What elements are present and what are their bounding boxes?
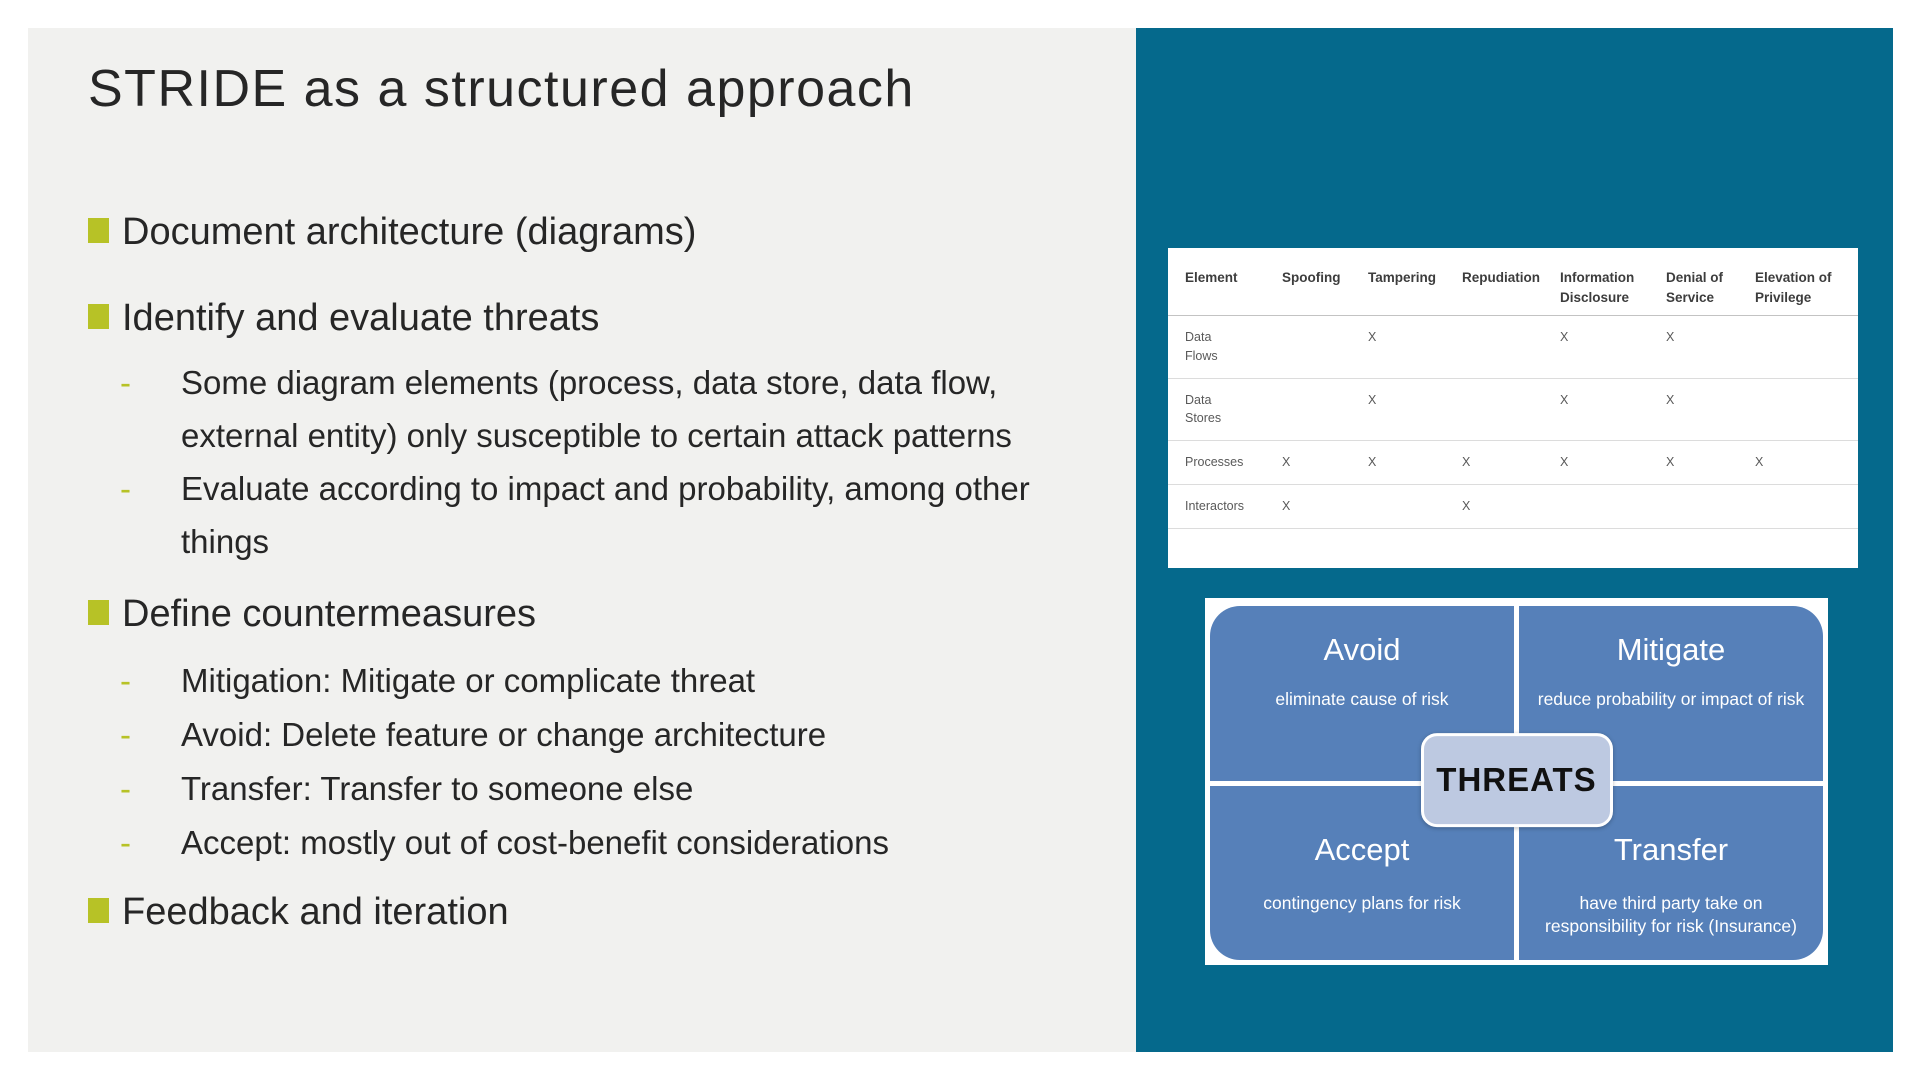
table-mark-cell: X xyxy=(1666,455,1675,470)
slide-title: STRIDE as a structured approach xyxy=(88,60,915,118)
bullet-label: Document architecture (diagrams) xyxy=(122,210,697,253)
quadrant-title: Transfer xyxy=(1613,831,1729,867)
bullet-row xyxy=(88,294,1106,342)
square-bullet-icon xyxy=(88,304,109,329)
table-mark-cell xyxy=(1755,391,1858,429)
quadrant-desc: reduce probability or impact of risk xyxy=(1537,689,1805,709)
dash-bullet-icon: - xyxy=(120,769,131,807)
content-panel-inner xyxy=(28,28,1136,936)
table-element-cell: Interactors xyxy=(1185,498,1245,513)
quadrant-title: Mitigate xyxy=(1616,632,1726,667)
square-bullet-icon xyxy=(88,898,109,923)
table-mark-cell xyxy=(1462,328,1560,366)
table-mark-cell xyxy=(1462,391,1560,429)
dash-bullet-icon: - xyxy=(120,469,131,507)
quadrant-desc: contingency plans for risk xyxy=(1263,892,1461,913)
table-header-cell: Information Disclosure xyxy=(1560,270,1635,305)
bullet-item xyxy=(88,888,1106,936)
table-mark-cell xyxy=(1282,328,1368,366)
table-mark-cell xyxy=(1666,497,1755,516)
table-element-cell: Data Stores xyxy=(1185,392,1222,426)
bullet-item xyxy=(88,590,1106,870)
table-row xyxy=(1168,379,1858,442)
table-header-cell: Denial of Service xyxy=(1666,270,1724,305)
sub-bullet-list xyxy=(88,356,1106,568)
bullet-list xyxy=(88,208,1106,936)
table-mark-cell: X xyxy=(1462,498,1471,513)
bullet-item xyxy=(88,294,1106,568)
table-mark-cell: X xyxy=(1560,330,1569,345)
table-mark-cell: X xyxy=(1560,455,1569,470)
bullet-label: Define countermeasures xyxy=(122,592,536,635)
sub-bullet-item xyxy=(120,708,1106,762)
table-element-cell: Processes xyxy=(1185,455,1244,470)
sub-bullet-label: Some diagram elements (process, data store, data flow, external entity) only susceptible to certain attack patterns xyxy=(181,363,1012,454)
bullet-row xyxy=(88,888,1106,936)
table-row xyxy=(1168,441,1858,485)
sub-bullet-item xyxy=(120,762,1106,816)
sub-bullet-label: Transfer: Transfer to someone else xyxy=(181,769,694,807)
table-row xyxy=(1168,485,1858,529)
table-mark-cell: X xyxy=(1462,455,1471,470)
quadrant-title: Accept xyxy=(1314,831,1410,867)
table-mark-cell: X xyxy=(1282,498,1291,513)
table-header-cell: Tampering xyxy=(1368,270,1437,285)
dash-bullet-icon: - xyxy=(120,715,131,753)
table-mark-cell: X xyxy=(1368,392,1377,407)
dash-bullet-icon: - xyxy=(120,363,131,401)
sub-bullet-label: Mitigation: Mitigate or complicate threat xyxy=(181,661,756,699)
table-header-row xyxy=(1168,248,1858,316)
visual-panel xyxy=(1136,28,1893,1052)
sub-bullet-label: Evaluate according to impact and probability, among other things xyxy=(181,469,1030,560)
table-header-cell: Element xyxy=(1185,270,1238,285)
sub-bullet-item xyxy=(120,462,1106,568)
table-header-cell: Repudiation xyxy=(1462,270,1540,285)
table-mark-cell xyxy=(1368,497,1462,516)
table-mark-cell xyxy=(1755,328,1858,366)
table-mark-cell: X xyxy=(1368,330,1377,345)
quadrant-desc: have third party take on responsibility for risk (Insurance) xyxy=(1545,892,1797,937)
square-bullet-icon xyxy=(88,600,109,625)
sub-bullet-item xyxy=(120,654,1106,708)
table-mark-cell: X xyxy=(1560,392,1569,407)
table-mark-cell xyxy=(1755,497,1858,516)
dash-bullet-icon: - xyxy=(120,823,131,861)
quadrant-title: Avoid xyxy=(1323,632,1401,667)
bullet-label: Feedback and iteration xyxy=(122,890,509,933)
stride-matrix-table xyxy=(1168,248,1858,568)
sub-bullet-label: Accept: mostly out of cost-benefit considerations xyxy=(181,823,890,861)
sub-bullet-label: Avoid: Delete feature or change architecture xyxy=(181,715,827,753)
table-mark-cell xyxy=(1560,497,1666,516)
bullet-item xyxy=(88,208,1106,256)
bullet-row xyxy=(88,590,1106,638)
table-element-cell: Data Flows xyxy=(1185,330,1218,363)
sub-bullet-list xyxy=(88,654,1106,870)
table-mark-cell: X xyxy=(1666,392,1675,407)
bullet-label: Identify and evaluate threats xyxy=(122,296,600,339)
table-mark-cell: X xyxy=(1755,455,1764,470)
table-header-cell: Elevation of Privilege xyxy=(1755,270,1832,305)
content-panel xyxy=(28,28,1136,1052)
square-bullet-icon xyxy=(88,218,109,243)
table-mark-cell: X xyxy=(1666,330,1675,345)
table-row xyxy=(1168,316,1858,379)
bullet-row xyxy=(88,208,1106,256)
table-header-cell: Spoofing xyxy=(1282,270,1341,285)
sub-bullet-item xyxy=(120,816,1106,870)
quadrant-desc: eliminate cause of risk xyxy=(1275,689,1449,709)
threats-label: THREATS xyxy=(1436,760,1597,798)
dash-bullet-icon: - xyxy=(120,661,131,699)
sub-bullet-item xyxy=(120,356,1106,462)
threats-center-box xyxy=(1421,733,1613,827)
table-mark-cell xyxy=(1282,391,1368,429)
table-mark-cell: X xyxy=(1368,455,1377,470)
threat-response-quadrant xyxy=(1205,598,1828,965)
table-mark-cell: X xyxy=(1282,455,1291,470)
